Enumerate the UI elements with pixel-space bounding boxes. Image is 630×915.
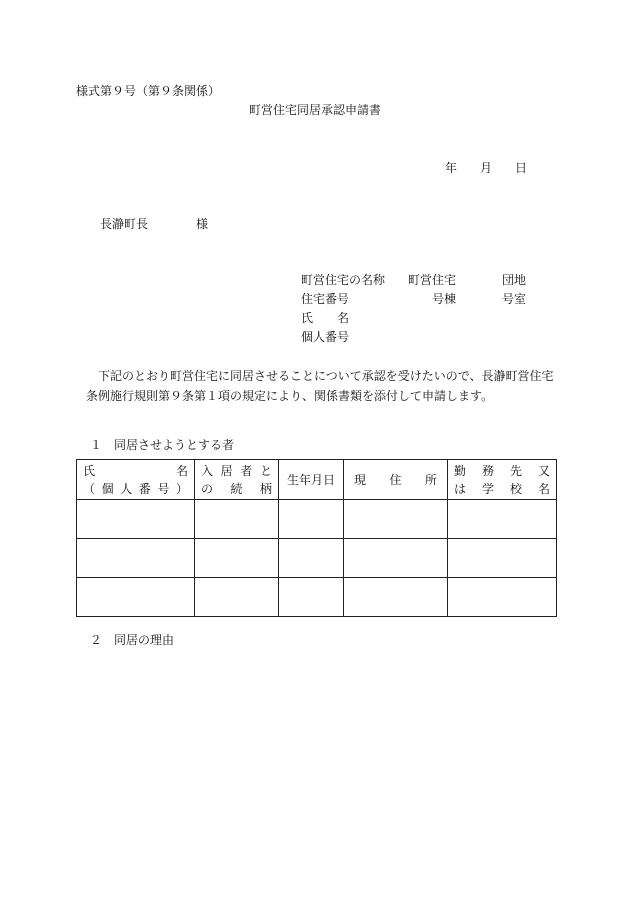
building-suffix: 号棟 <box>432 292 457 306</box>
header-relationship <box>195 460 279 500</box>
hdr-char: 入 <box>201 463 214 478</box>
hdr-char: の <box>201 481 214 496</box>
housing-name-value: 町営住宅 <box>408 273 457 287</box>
cell-name[interactable] <box>77 539 195 578</box>
cell-name[interactable] <box>77 500 195 539</box>
hdr-char: 又 <box>537 463 550 478</box>
form-number: 様式第９号（第９条関係） <box>76 84 221 98</box>
hdr-char: （ <box>83 481 96 496</box>
housing-name-label: 町営住宅の名称 <box>301 273 386 287</box>
cell-workplace[interactable] <box>448 578 557 617</box>
date-year-label: 年 <box>445 161 458 175</box>
hdr-char: 号 <box>157 481 170 496</box>
housing-number-label: 住宅番号 <box>301 292 350 306</box>
cell-address[interactable] <box>344 578 448 617</box>
application-statement: 下記のとおり町営住宅に同居させることについて承認を受けたいので、長瀞町営住宅条例施行規則第９条第１項の規定により、関係書類を添付して申請します。 <box>86 369 554 403</box>
hdr-char: ） <box>175 481 188 496</box>
cell-relationship[interactable] <box>195 578 279 617</box>
header-address <box>344 460 448 500</box>
hdr-char: は <box>454 481 467 496</box>
table-header-row <box>77 460 557 500</box>
cell-address[interactable] <box>344 500 448 539</box>
hdr-char: 個 <box>101 481 114 496</box>
cell-birthdate[interactable] <box>279 539 344 578</box>
cell-workplace[interactable] <box>448 500 557 539</box>
header-birthdate: 生年月日 <box>279 460 344 500</box>
name-label-part1: 氏 <box>301 311 314 325</box>
hdr-char: 現 <box>354 472 367 487</box>
date-month-label: 月 <box>480 161 493 175</box>
cell-birthdate[interactable] <box>279 500 344 539</box>
hdr-char: 所 <box>424 472 437 487</box>
table-row <box>77 500 557 539</box>
header-name <box>77 460 195 500</box>
personal-number-label: 個人番号 <box>301 330 350 344</box>
section2-heading: ２ 同居の理由 <box>90 633 175 647</box>
cell-birthdate[interactable] <box>279 578 344 617</box>
hdr-char: 氏 <box>83 463 96 478</box>
table-row <box>77 578 557 617</box>
hdr-char: 務 <box>481 463 494 478</box>
header-workplace-school <box>448 460 557 500</box>
date-day-label: 日 <box>515 161 528 175</box>
housing-name-suffix: 団地 <box>502 273 527 287</box>
hdr-char: 名 <box>537 481 550 496</box>
hdr-char: 居 <box>220 463 233 478</box>
addressee-honorific: 様 <box>196 217 209 231</box>
cell-workplace[interactable] <box>448 539 557 578</box>
hdr-char: と <box>259 463 272 478</box>
room-suffix: 号室 <box>502 292 527 306</box>
hdr-char: 住 <box>389 472 402 487</box>
cell-name[interactable] <box>77 578 195 617</box>
hdr-char: 者 <box>240 463 253 478</box>
addressee-name: 長瀞町長 <box>100 217 149 231</box>
section1-heading: １ 同居させようとする者 <box>90 438 235 452</box>
table-row <box>77 539 557 578</box>
hdr-char: 番 <box>138 481 151 496</box>
hdr-char: 先 <box>509 463 522 478</box>
cell-relationship[interactable] <box>195 500 279 539</box>
hdr-char: 勤 <box>454 463 467 478</box>
document-title: 町営住宅同居承認申請書 <box>249 103 382 117</box>
applicant-name-label <box>301 312 349 324</box>
hdr-char: 学 <box>481 481 494 496</box>
hdr-char: 名 <box>175 463 188 478</box>
hdr-char: 人 <box>120 481 133 496</box>
cohabitant-table <box>76 459 557 617</box>
hdr-char: 続 <box>230 481 243 496</box>
hdr-char: 柄 <box>259 481 272 496</box>
name-label-part2: 名 <box>337 311 350 325</box>
cell-relationship[interactable] <box>195 539 279 578</box>
cell-address[interactable] <box>344 539 448 578</box>
hdr-char: 校 <box>509 481 522 496</box>
